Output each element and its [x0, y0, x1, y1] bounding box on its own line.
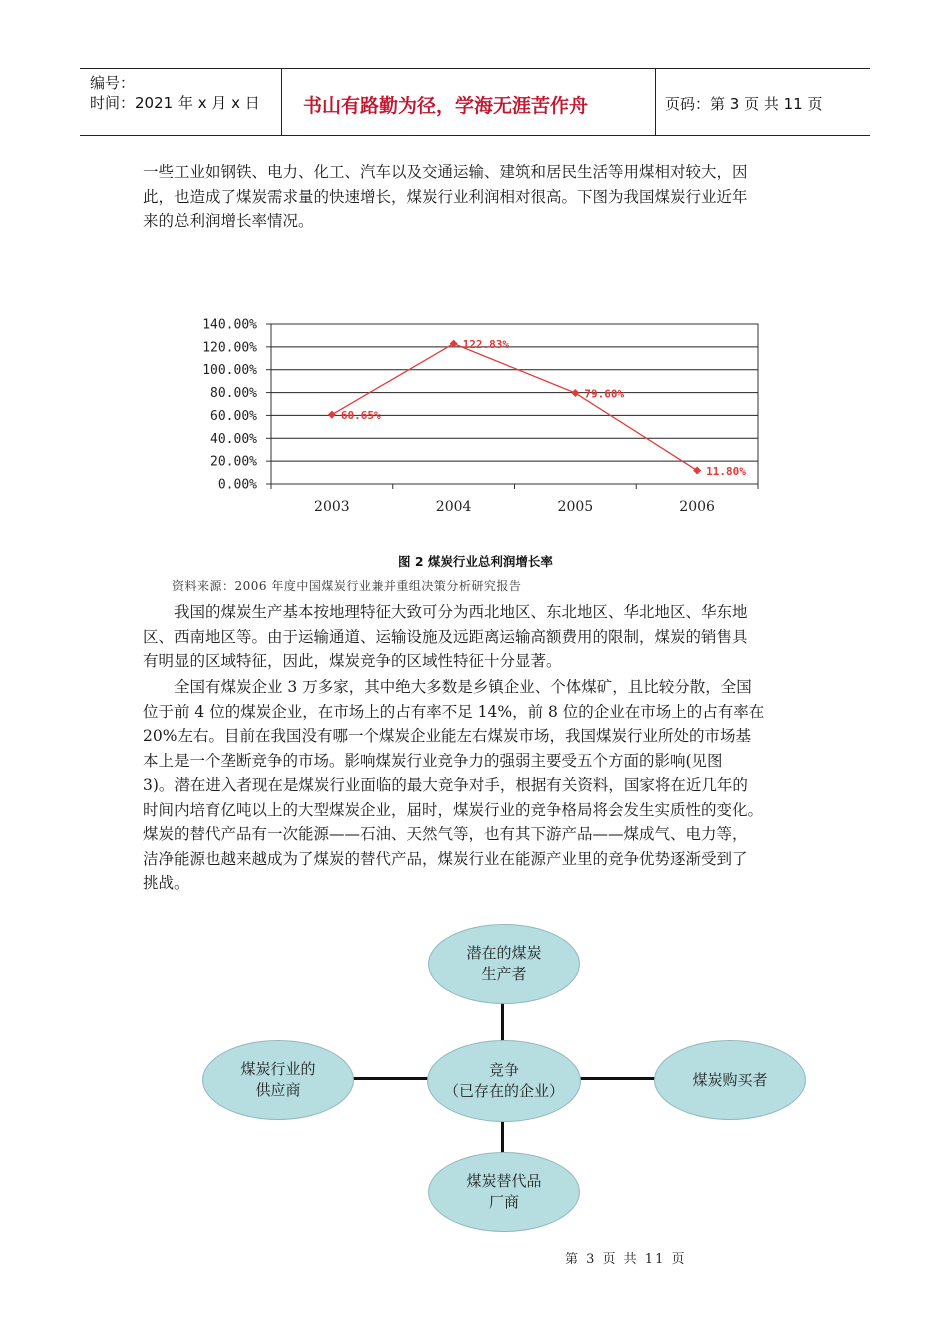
data-label: 79.60%	[584, 387, 625, 401]
data-label: 122.83%	[462, 338, 509, 352]
series-line	[332, 344, 697, 471]
figure-source: 资料来源：2006 年度中国煤炭行业兼并重组决策分析研究报告	[172, 579, 522, 593]
plot-area-frame	[271, 324, 758, 484]
x-tick-label: 2005	[557, 499, 594, 515]
substitutes-node: 煤炭替代品 厂商	[428, 1152, 580, 1232]
y-tick-label: 140.00%	[202, 317, 257, 333]
header-divider-left	[281, 68, 282, 136]
intro-paragraph	[143, 160, 748, 234]
header-code-label: 编号：	[90, 74, 136, 92]
figure-caption: 图 2 煤炭行业总利润增长率	[398, 554, 553, 569]
paragraph-line: 3)。潜在进入者现在是煤炭行业面临的最大竞争对手，根据有关资料，国家将在近几年的	[143, 776, 748, 794]
paragraph-line: 时间内培育亿吨以上的大型煤炭企业，届时，煤炭行业的竞争格局将会发生实质性的变化。	[143, 800, 764, 819]
y-tick-label: 20.00%	[210, 454, 257, 470]
x-tick-label: 2003	[314, 499, 350, 515]
paragraph-line: 洁净能源也越来越成为了煤炭的替代产品，煤炭行业在能源产业里的竞争优势逐渐受到了	[143, 849, 748, 868]
buyers-node: 煤炭购买者	[654, 1040, 806, 1120]
x-tick-label: 2004	[435, 499, 472, 515]
header-top-rule	[80, 68, 870, 69]
data-point-marker	[693, 467, 701, 475]
suppliers-node: 煤炭行业的 供应商	[202, 1040, 354, 1120]
header-divider-right	[655, 68, 656, 136]
paragraph-line: 本上是一个垄断竞争的市场。影响煤炭行业竞争力的强弱主要受五个方面的影响(见图	[143, 751, 723, 770]
data-label: 11.80%	[706, 465, 746, 479]
y-tick-label: 120.00%	[202, 340, 257, 356]
region-paragraph	[143, 600, 748, 674]
paragraph-line: 此，也造成了煤炭需求量的快速增长，煤炭行业利润相对很高。下图为我国煤炭行业近年	[143, 187, 748, 206]
paragraph-line: 有明显的区域特征，因此，煤炭竞争的区域性特征十分显著。	[143, 652, 562, 670]
data-point-marker	[328, 411, 336, 419]
existing-competition-node: 竞争 （已存在的企业）	[427, 1040, 581, 1122]
data-label: 60.65%	[340, 409, 381, 423]
y-tick-label: 80.00%	[210, 386, 257, 402]
paragraph-line: 来的总利润增长率情况。	[143, 212, 314, 230]
paragraph-line: 位于前 4 位的煤炭企业，在市场上的占有率不足 14%，前 8 位的企业在市场上的占有率在	[143, 702, 765, 721]
paragraph-line: 区、西南地区等。由于运输通道、运输设施及远距离运输高额费用的限制，煤炭的销售具	[143, 627, 748, 646]
y-tick-label: 60.00%	[210, 408, 257, 424]
paragraph-line: 挑战。	[143, 874, 190, 892]
page-footer: 第 3 页 共 11 页	[565, 1252, 687, 1267]
y-tick-label: 0.00%	[217, 477, 257, 493]
y-tick-label: 40.00%	[210, 431, 257, 447]
y-tick-label: 100.00%	[202, 363, 257, 379]
paragraph-line: 一些工业如钢铁、电力、化工、汽车以及交通运输、建筑和居民生活等用煤相对较大，因	[143, 163, 748, 181]
paragraph-line: 20%左右。目前在我国没有哪一个煤炭企业能左右煤炭市场，我国煤炭行业所处的市场基	[143, 727, 751, 745]
header-time-label: 时间：2021 年 x 月 x 日	[90, 94, 260, 112]
profit-growth-line-chart	[180, 305, 780, 530]
paragraph-line: 全国有煤炭企业 3 万多家，其中绝大多数是乡镇企业、个体煤矿，且比较分散，全国	[143, 678, 752, 696]
data-point-marker	[571, 389, 579, 397]
paragraph-line: 我国的煤炭生产基本按地理特征大致可分为西北地区、东北地区、华北地区、华东地	[143, 603, 748, 621]
header-page-label: 页码：第 3 页 共 11 页	[665, 95, 823, 113]
header-motto: 书山有路勤为径，学海无涯苦作舟	[303, 95, 589, 117]
paragraph-line: 煤炭的替代产品有一次能源——石油、天然气等，也有其下游产品——煤成气、电力等，	[143, 825, 748, 843]
potential-entrants-node: 潜在的煤炭 生产者	[428, 924, 580, 1004]
competition-paragraph	[143, 675, 764, 896]
header-bottom-rule	[80, 135, 870, 136]
x-tick-label: 2006	[679, 499, 715, 515]
